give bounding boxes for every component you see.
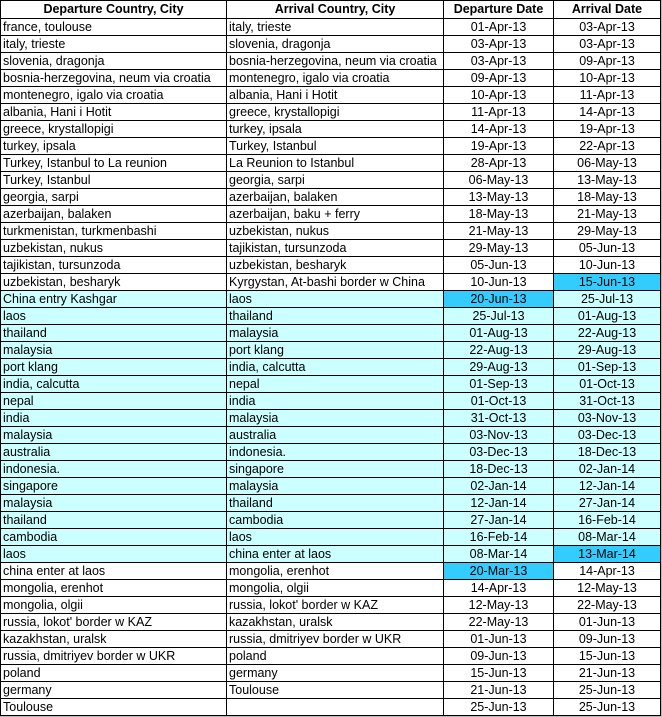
departure-date-cell[interactable]: 03-Dec-13	[444, 444, 554, 461]
arrival-date-cell[interactable]: 12-Jan-14	[554, 478, 661, 495]
departure-place-cell[interactable]: albania, Hani i Hotit	[1, 104, 227, 121]
table-row	[1, 359, 661, 376]
departure-place-cell[interactable]: india	[1, 410, 227, 427]
arrival-place-cell[interactable]: Toulouse	[227, 682, 444, 699]
arrival-date-cell[interactable]: 03-Dec-13	[554, 427, 661, 444]
header-arrival-place[interactable]: Arrival Country, City	[227, 1, 444, 19]
table-row	[1, 342, 661, 359]
arrival-date-cell[interactable]: 11-Apr-13	[554, 87, 661, 104]
arrival-place-cell[interactable]: montenegro, igalo via croatia	[227, 70, 444, 87]
departure-date-cell[interactable]: 14-Apr-13	[444, 580, 554, 597]
table-row	[1, 104, 661, 121]
departure-place-cell[interactable]: france, toulouse	[1, 19, 227, 36]
departure-place-cell[interactable]: malaysia	[1, 342, 227, 359]
departure-date-cell[interactable]: 08-Mar-14	[444, 546, 554, 563]
departure-date-cell[interactable]: 10-Apr-13	[444, 87, 554, 104]
table-row	[1, 529, 661, 546]
arrival-place-cell[interactable]: turkey, ipsala	[227, 121, 444, 138]
departure-place-cell[interactable]: thailand	[1, 325, 227, 342]
arrival-date-cell[interactable]: 12-May-13	[554, 580, 661, 597]
arrival-date-cell[interactable]: 22-Aug-13	[554, 325, 661, 342]
arrival-date-cell[interactable]: 01-Oct-13	[554, 376, 661, 393]
departure-date-cell[interactable]: 18-Dec-13	[444, 461, 554, 478]
arrival-place-cell[interactable]: russia, lokot' border w KAZ	[227, 597, 444, 614]
table-row	[1, 36, 661, 53]
table-row	[1, 325, 661, 342]
departure-date-cell[interactable]: 16-Feb-14	[444, 529, 554, 546]
table-row	[1, 461, 661, 478]
departure-date-cell[interactable]: 28-Apr-13	[444, 155, 554, 172]
arrival-date-cell[interactable]: 31-Oct-13	[554, 393, 661, 410]
departure-place-cell[interactable]: australia	[1, 444, 227, 461]
arrival-place-cell[interactable]: albania, Hani i Hotit	[227, 87, 444, 104]
arrival-place-cell[interactable]: india, calcutta	[227, 359, 444, 376]
departure-place-cell[interactable]: uzbekistan, nukus	[1, 240, 227, 257]
table-row	[1, 512, 661, 529]
table-row	[1, 444, 661, 461]
arrival-date-cell[interactable]: 22-Apr-13	[554, 138, 661, 155]
departure-date-cell[interactable]: 13-May-13	[444, 189, 554, 206]
table-row	[1, 580, 661, 597]
departure-place-cell[interactable]: Turkey, Istanbul	[1, 172, 227, 189]
arrival-date-cell[interactable]: 01-Jun-13	[554, 614, 661, 631]
header-departure-place[interactable]: Departure Country, City	[1, 1, 227, 19]
arrival-place-cell[interactable]: uzbekistan, nukus	[227, 223, 444, 240]
departure-place-cell[interactable]: russia, lokot' border w KAZ	[1, 614, 227, 631]
departure-place-cell[interactable]: malaysia	[1, 495, 227, 512]
arrival-date-cell[interactable]: 29-May-13	[554, 223, 661, 240]
table-row	[1, 665, 661, 682]
departure-date-cell[interactable]: 01-Jun-13	[444, 631, 554, 648]
departure-place-cell[interactable]: mongolia, erenhot	[1, 580, 227, 597]
table-row	[1, 631, 661, 648]
departure-place-cell[interactable]: port klang	[1, 359, 227, 376]
departure-place-cell[interactable]: turkmenistan, turkmenbashi	[1, 223, 227, 240]
arrival-place-cell[interactable]: georgia, sarpi	[227, 172, 444, 189]
arrival-place-cell[interactable]: poland	[227, 648, 444, 665]
table-row	[1, 155, 661, 172]
arrival-place-cell[interactable]: italy, trieste	[227, 19, 444, 36]
arrival-date-cell[interactable]: 09-Jun-13	[554, 631, 661, 648]
table-row	[1, 87, 661, 104]
departure-date-cell[interactable]: 25-Jul-13	[444, 308, 554, 325]
arrival-date-cell[interactable]: 14-Apr-13	[554, 563, 661, 580]
table-row	[1, 223, 661, 240]
arrival-date-cell[interactable]: 29-Aug-13	[554, 342, 661, 359]
departure-place-cell[interactable]: china enter at laos	[1, 563, 227, 580]
departure-place-cell[interactable]: bosnia-herzegovina, neum via croatia	[1, 70, 227, 87]
arrival-place-cell[interactable]: china enter at laos	[227, 546, 444, 563]
departure-place-cell[interactable]: Turkey, Istanbul to La reunion	[1, 155, 227, 172]
departure-place-cell[interactable]: China entry Kashgar	[1, 291, 227, 308]
table-row	[1, 138, 661, 155]
arrival-place-cell[interactable]: kazakhstan, uralsk	[227, 614, 444, 631]
table-row	[1, 206, 661, 223]
header-row	[1, 1, 661, 19]
departure-date-cell[interactable]: 05-Jun-13	[444, 257, 554, 274]
table-row	[1, 19, 661, 36]
departure-date-cell[interactable]: 12-May-13	[444, 597, 554, 614]
arrival-date-cell[interactable]: 22-May-13	[554, 597, 661, 614]
table-row	[1, 478, 661, 495]
header-arrival-date[interactable]: Arrival Date	[554, 1, 661, 19]
table-row	[1, 648, 661, 665]
arrival-date-cell[interactable]: 16-Feb-14	[554, 512, 661, 529]
table-row	[1, 699, 661, 716]
departure-date-cell[interactable]: 20-Jun-13	[444, 291, 554, 308]
departure-place-cell[interactable]: turkey, ipsala	[1, 138, 227, 155]
departure-date-cell[interactable]: 09-Jun-13	[444, 648, 554, 665]
arrival-place-cell[interactable]: indonesia.	[227, 444, 444, 461]
departure-date-cell[interactable]: 25-Jun-13	[444, 699, 554, 716]
table-row	[1, 53, 661, 70]
table-row	[1, 189, 661, 206]
table-body	[1, 19, 661, 716]
arrival-date-cell[interactable]: 18-May-13	[554, 189, 661, 206]
departure-date-cell[interactable]: 22-May-13	[444, 614, 554, 631]
table-row	[1, 121, 661, 138]
table-row	[1, 393, 661, 410]
departure-date-cell[interactable]: 31-Oct-13	[444, 410, 554, 427]
departure-date-cell[interactable]: 29-May-13	[444, 240, 554, 257]
departure-date-cell[interactable]: 14-Apr-13	[444, 121, 554, 138]
departure-date-cell[interactable]: 03-Apr-13	[444, 53, 554, 70]
arrival-date-cell[interactable]: 02-Jan-14	[554, 461, 661, 478]
arrival-date-cell[interactable]: 13-Mar-14	[554, 546, 661, 563]
departure-place-cell[interactable]: montenegro, igalo via croatia	[1, 87, 227, 104]
table-row	[1, 614, 661, 631]
departure-date-cell[interactable]: 11-Apr-13	[444, 104, 554, 121]
arrival-date-cell[interactable]: 15-Jun-13	[554, 274, 661, 291]
table-row	[1, 274, 661, 291]
departure-date-cell[interactable]: 01-Oct-13	[444, 393, 554, 410]
arrival-date-cell[interactable]: 01-Aug-13	[554, 308, 661, 325]
table-row	[1, 495, 661, 512]
arrival-place-cell[interactable]: La Reunion to Istanbul	[227, 155, 444, 172]
table-row	[1, 308, 661, 325]
departure-date-cell[interactable]: 19-Apr-13	[444, 138, 554, 155]
departure-place-cell[interactable]: poland	[1, 665, 227, 682]
departure-place-cell[interactable]: laos	[1, 308, 227, 325]
table-row	[1, 427, 661, 444]
arrival-place-cell[interactable]: Turkey, Istanbul	[227, 138, 444, 155]
arrival-date-cell[interactable]: 01-Sep-13	[554, 359, 661, 376]
table-row	[1, 563, 661, 580]
departure-place-cell[interactable]: cambodia	[1, 529, 227, 546]
arrival-date-cell[interactable]: 14-Apr-13	[554, 104, 661, 121]
departure-place-cell[interactable]: laos	[1, 546, 227, 563]
departure-date-cell[interactable]: 03-Apr-13	[444, 36, 554, 53]
departure-date-cell[interactable]: 09-Apr-13	[444, 70, 554, 87]
arrival-date-cell[interactable]: 15-Jun-13	[554, 648, 661, 665]
arrival-place-cell[interactable]: thailand	[227, 308, 444, 325]
departure-date-cell[interactable]: 22-Aug-13	[444, 342, 554, 359]
arrival-place-cell[interactable]: singapore	[227, 461, 444, 478]
departure-place-cell[interactable]: kazakhstan, uralsk	[1, 631, 227, 648]
departure-place-cell[interactable]: india, calcutta	[1, 376, 227, 393]
departure-date-cell[interactable]: 20-Mar-13	[444, 563, 554, 580]
arrival-place-cell[interactable]: tajikistan, tursunzoda	[227, 240, 444, 257]
departure-place-cell[interactable]: indonesia.	[1, 461, 227, 478]
departure-place-cell[interactable]: germany	[1, 682, 227, 699]
arrival-place-cell[interactable]: azerbaijan, balaken	[227, 189, 444, 206]
arrival-place-cell[interactable]: laos	[227, 291, 444, 308]
table-row	[1, 682, 661, 699]
table-row	[1, 597, 661, 614]
departure-date-cell[interactable]: 01-Sep-13	[444, 376, 554, 393]
departure-place-cell[interactable]: Toulouse	[1, 699, 227, 716]
table-row	[1, 291, 661, 308]
arrival-place-cell[interactable]: cambodia	[227, 512, 444, 529]
arrival-place-cell[interactable]: nepal	[227, 376, 444, 393]
departure-place-cell[interactable]: russia, dmitriyev border w UKR	[1, 648, 227, 665]
departure-place-cell[interactable]: italy, trieste	[1, 36, 227, 53]
arrival-place-cell[interactable]: malaysia	[227, 325, 444, 342]
arrival-date-cell[interactable]: 25-Jul-13	[554, 291, 661, 308]
arrival-date-cell[interactable]: 06-May-13	[554, 155, 661, 172]
departure-date-cell[interactable]: 12-Jan-14	[444, 495, 554, 512]
departure-place-cell[interactable]: mongolia, olgii	[1, 597, 227, 614]
header-departure-date[interactable]: Departure Date	[444, 1, 554, 19]
departure-date-cell[interactable]: 18-May-13	[444, 206, 554, 223]
arrival-place-cell[interactable]: mongolia, olgii	[227, 580, 444, 597]
table-row	[1, 257, 661, 274]
arrival-place-cell[interactable]: malaysia	[227, 478, 444, 495]
arrival-place-cell[interactable]: malaysia	[227, 410, 444, 427]
departure-date-cell[interactable]: 01-Apr-13	[444, 19, 554, 36]
arrival-date-cell[interactable]: 03-Apr-13	[554, 36, 661, 53]
departure-date-cell[interactable]: 21-Jun-13	[444, 682, 554, 699]
departure-date-cell[interactable]: 21-May-13	[444, 223, 554, 240]
table-row	[1, 546, 661, 563]
departure-date-cell[interactable]: 10-Jun-13	[444, 274, 554, 291]
departure-place-cell[interactable]: singapore	[1, 478, 227, 495]
departure-place-cell[interactable]: slovenia, dragonja	[1, 53, 227, 70]
departure-place-cell[interactable]: greece, krystallopigi	[1, 121, 227, 138]
arrival-place-cell[interactable]: bosnia-herzegovina, neum via croatia	[227, 53, 444, 70]
departure-place-cell[interactable]: tajikistan, tursunzoda	[1, 257, 227, 274]
arrival-place-cell[interactable]: uzbekistan, besharyk	[227, 257, 444, 274]
arrival-place-cell[interactable]: thailand	[227, 495, 444, 512]
arrival-date-cell[interactable]: 13-May-13	[554, 172, 661, 189]
departure-date-cell[interactable]: 03-Nov-13	[444, 427, 554, 444]
arrival-place-cell[interactable]: india	[227, 393, 444, 410]
arrival-place-cell[interactable]	[227, 699, 444, 716]
departure-place-cell[interactable]: uzbekistan, besharyk	[1, 274, 227, 291]
table-row	[1, 172, 661, 189]
departure-date-cell[interactable]: 02-Jan-14	[444, 478, 554, 495]
departure-place-cell[interactable]: malaysia	[1, 427, 227, 444]
arrival-date-cell[interactable]: 03-Apr-13	[554, 19, 661, 36]
departure-date-cell[interactable]: 01-Aug-13	[444, 325, 554, 342]
arrival-place-cell[interactable]: australia	[227, 427, 444, 444]
departure-date-cell[interactable]: 29-Aug-13	[444, 359, 554, 376]
arrival-date-cell[interactable]: 08-Mar-14	[554, 529, 661, 546]
departure-place-cell[interactable]: azerbaijan, balaken	[1, 206, 227, 223]
arrival-place-cell[interactable]: germany	[227, 665, 444, 682]
departure-place-cell[interactable]: georgia, sarpi	[1, 189, 227, 206]
arrival-place-cell[interactable]: port klang	[227, 342, 444, 359]
arrival-place-cell[interactable]: slovenia, dragonja	[227, 36, 444, 53]
arrival-place-cell[interactable]: greece, krystallopigi	[227, 104, 444, 121]
arrival-date-cell[interactable]: 21-Jun-13	[554, 665, 661, 682]
departure-date-cell[interactable]: 06-May-13	[444, 172, 554, 189]
departure-place-cell[interactable]: thailand	[1, 512, 227, 529]
arrival-date-cell[interactable]: 05-Jun-13	[554, 240, 661, 257]
table-row	[1, 410, 661, 427]
arrival-place-cell[interactable]: mongolia, erenhot	[227, 563, 444, 580]
table-row	[1, 70, 661, 87]
arrival-date-cell[interactable]: 25-Jun-13	[554, 699, 661, 716]
arrival-place-cell[interactable]: russia, dmitriyev border w UKR	[227, 631, 444, 648]
arrival-place-cell[interactable]: Kyrgystan, At-bashi border w China	[227, 274, 444, 291]
table-row	[1, 376, 661, 393]
departure-date-cell[interactable]: 27-Jan-14	[444, 512, 554, 529]
arrival-place-cell[interactable]: laos	[227, 529, 444, 546]
arrival-date-cell[interactable]: 19-Apr-13	[554, 121, 661, 138]
arrival-date-cell[interactable]: 09-Apr-13	[554, 53, 661, 70]
departure-date-cell[interactable]: 15-Jun-13	[444, 665, 554, 682]
departure-place-cell[interactable]: nepal	[1, 393, 227, 410]
arrival-date-cell[interactable]: 03-Nov-13	[554, 410, 661, 427]
arrival-date-cell[interactable]: 27-Jan-14	[554, 495, 661, 512]
arrival-date-cell[interactable]: 25-Jun-13	[554, 682, 661, 699]
arrival-place-cell[interactable]: azerbaijan, baku + ferry	[227, 206, 444, 223]
arrival-date-cell[interactable]: 10-Jun-13	[554, 257, 661, 274]
arrival-date-cell[interactable]: 21-May-13	[554, 206, 661, 223]
table-row	[1, 240, 661, 257]
arrival-date-cell[interactable]: 10-Apr-13	[554, 70, 661, 87]
arrival-date-cell[interactable]: 18-Dec-13	[554, 444, 661, 461]
